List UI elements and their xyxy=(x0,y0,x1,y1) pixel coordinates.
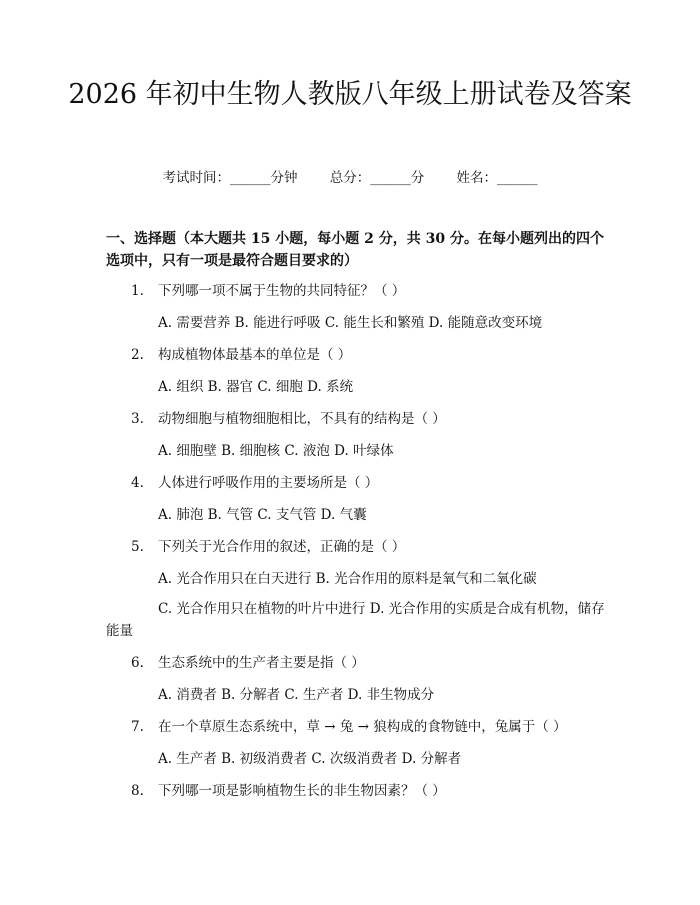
question-5 xyxy=(131,536,405,558)
question-text: 下列关于光合作用的叙述，正确的是（ ） xyxy=(158,539,406,555)
question-7-options: A. 生产者 B. 初级消费者 C. 次级消费者 D. 分解者 xyxy=(158,751,462,767)
question-1-options: A. 需要营养 B. 能进行呼吸 C. 能生长和繁殖 D. 能随意改变环境 xyxy=(158,315,543,331)
question-2-options: A. 组织 B. 器官 C. 细胞 D. 系统 xyxy=(158,379,354,395)
question-text: 在一个草原生态系统中，草 → 兔 → 狼构成的食物链中，兔属于（ ） xyxy=(158,719,567,735)
question-number: 7. xyxy=(131,719,144,735)
section-title: 一、选择题（本大题共 15 小题，每小题 2 分，共 30 分。在每小题列出的四个选项中，只有一项是最符合题目要求的） xyxy=(106,231,604,269)
question-text: 构成植物体最基本的单位是（ ） xyxy=(158,347,352,363)
student-name: 姓名：______ xyxy=(456,170,538,186)
question-3-options: A. 细胞壁 B. 细胞核 C. 液泡 D. 叶绿体 xyxy=(158,443,394,459)
question-number: 2. xyxy=(131,347,144,363)
question-4 xyxy=(131,472,378,494)
question-3 xyxy=(131,408,446,430)
question-text: 人体进行呼吸作用的主要场所是（ ） xyxy=(158,475,379,491)
question-text: 下列哪一项不属于生物的共同特征？（ ） xyxy=(158,283,406,299)
question-4-options: A. 肺泡 B. 气管 C. 支气管 D. 气囊 xyxy=(158,507,367,523)
question-2 xyxy=(131,344,351,366)
question-text: 下列哪一项是影响植物生长的非生物因素？（ ） xyxy=(158,783,446,799)
page-title: 2026 年初中生物人教版八年级上册试卷及答案 xyxy=(68,79,632,110)
question-number: 3. xyxy=(131,411,144,427)
question-1 xyxy=(131,280,405,302)
question-number: 1. xyxy=(131,283,144,299)
question-text: 动物细胞与植物细胞相比，不具有的结构是（ ） xyxy=(158,411,446,427)
question-number: 5. xyxy=(131,539,144,555)
question-number: 4. xyxy=(131,475,144,491)
exam-score: 总分：______分 xyxy=(329,170,425,186)
exam-meta xyxy=(0,168,700,188)
question-7 xyxy=(131,716,567,738)
exam-time: 考试时间：______分钟 xyxy=(162,170,298,186)
question-5-options: A. 光合作用只在白天进行 B. 光合作用的原料是氧气和二氧化碳 xyxy=(158,571,537,587)
question-number: 6. xyxy=(131,655,144,671)
question-5-options-continued: C. 光合作用只在植物的叶片中进行 D. 光合作用的实质是合成有机物，储存能量 xyxy=(106,601,605,639)
question-6 xyxy=(131,652,365,674)
question-6-options: A. 消费者 B. 分解者 C. 生产者 D. 非生物成分 xyxy=(158,687,435,703)
question-text: 生态系统中的生产者主要是指（ ） xyxy=(158,655,365,671)
question-number: 8. xyxy=(131,783,144,799)
question-8 xyxy=(131,780,446,802)
